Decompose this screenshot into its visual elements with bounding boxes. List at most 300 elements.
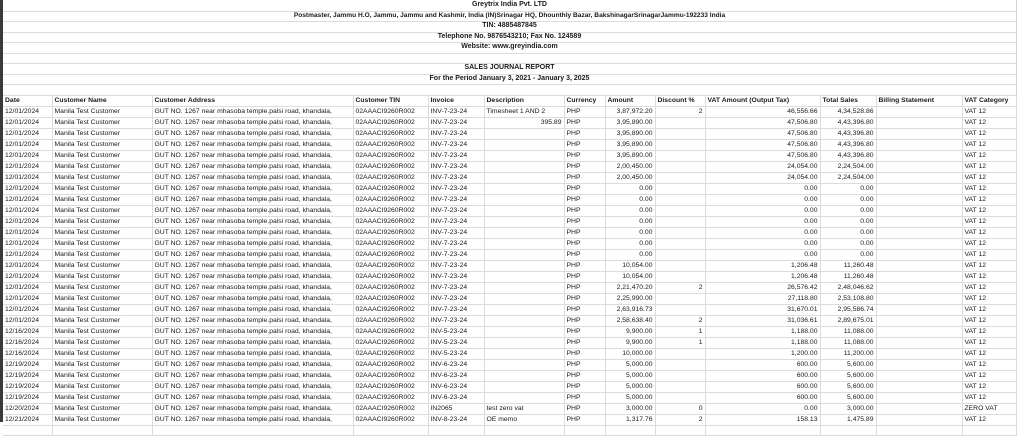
cell-description[interactable] [484,260,564,271]
cell-currency[interactable]: PHP [564,238,605,249]
cell-amount[interactable]: 3,87,972.20 [605,106,655,117]
cell-billing-statement[interactable] [876,260,962,271]
cell-description[interactable]: test zero vat [484,403,564,414]
empty-cell[interactable] [52,425,152,436]
cell-customer-name[interactable]: Manila Test Customer [52,315,152,326]
cell-total-sales[interactable]: 0.00 [820,183,876,194]
cell-customer-name[interactable]: Manila Test Customer [52,326,152,337]
cell-vat-amount[interactable]: 600.00 [705,392,820,403]
cell-vat-category[interactable]: VAT 12 [962,183,1016,194]
cell-invoice[interactable]: INV-7-23-24 [428,183,484,194]
cell-vat-amount[interactable]: 24,054.00 [705,172,820,183]
cell-billing-statement[interactable] [876,216,962,227]
cell-date[interactable]: 12/01/2024 [3,128,52,139]
cell-invoice[interactable]: INV-7-23-24 [428,117,484,128]
cell-amount[interactable]: 3,95,890.00 [605,117,655,128]
cell-customer-address[interactable]: GUT NO. 1267 near mhasoba temple.palsi road, khandala, [152,194,353,205]
cell-amount[interactable]: 2,63,916.73 [605,304,655,315]
cell-invoice[interactable]: INV-5-23-24 [428,337,484,348]
cell-invoice[interactable]: INV-6-23-24 [428,359,484,370]
cell-discount[interactable] [655,238,705,249]
cell-customer-name[interactable]: Manila Test Customer [52,205,152,216]
cell-date[interactable]: 12/01/2024 [3,194,52,205]
cell-invoice[interactable]: INV-7-23-24 [428,227,484,238]
cell-currency[interactable]: PHP [564,392,605,403]
cell-discount[interactable] [655,117,705,128]
cell-vat-category[interactable]: VAT 12 [962,359,1016,370]
cell-discount[interactable] [655,271,705,282]
cell-amount[interactable]: 3,000.00 [605,403,655,414]
cell-amount[interactable]: 2,00,450.00 [605,161,655,172]
cell-customer-address[interactable]: GUT NO. 1267 near mhasoba temple.palsi road, khandala, [152,381,353,392]
cell-description[interactable] [484,183,564,194]
cell-total-sales[interactable]: 0.00 [820,227,876,238]
cell-amount[interactable]: 0.00 [605,238,655,249]
cell-date[interactable]: 12/01/2024 [3,227,52,238]
cell-description[interactable] [484,150,564,161]
cell-discount[interactable] [655,359,705,370]
cell-invoice[interactable]: INV-7-23-24 [428,128,484,139]
cell-customer-address[interactable]: GUT NO. 1267 near mhasoba temple.palsi road, khandala, [152,293,353,304]
cell-invoice[interactable]: INV-7-23-24 [428,172,484,183]
cell-billing-statement[interactable] [876,194,962,205]
cell-billing-statement[interactable] [876,282,962,293]
cell-discount[interactable] [655,172,705,183]
cell-vat-category[interactable]: VAT 12 [962,227,1016,238]
cell-description[interactable] [484,392,564,403]
cell-billing-statement[interactable] [876,348,962,359]
cell-customer-name[interactable]: Manila Test Customer [52,359,152,370]
cell-billing-statement[interactable] [876,359,962,370]
cell-amount[interactable]: 0.00 [605,216,655,227]
cell-discount[interactable]: 0 [655,403,705,414]
cell-invoice[interactable]: INV-7-23-24 [428,271,484,282]
cell-date[interactable]: 12/01/2024 [3,216,52,227]
column-header-customer-address[interactable]: Customer Address [152,96,353,107]
cell-discount[interactable] [655,183,705,194]
empty-cell[interactable] [152,425,353,436]
cell-vat-category[interactable]: VAT 12 [962,249,1016,260]
cell-vat-amount[interactable]: 600.00 [705,370,820,381]
cell-vat-category[interactable]: VAT 12 [962,326,1016,337]
empty-cell[interactable] [820,425,876,436]
cell-invoice[interactable]: INV-7-23-24 [428,293,484,304]
cell-date[interactable]: 12/01/2024 [3,183,52,194]
cell-customer-name[interactable]: Manila Test Customer [52,381,152,392]
cell-customer-tin[interactable]: 02AAACI9260R002 [353,414,428,425]
cell-amount[interactable]: 0.00 [605,194,655,205]
cell-date[interactable]: 12/01/2024 [3,238,52,249]
cell-amount[interactable]: 2,25,990.00 [605,293,655,304]
cell-vat-category[interactable]: VAT 12 [962,139,1016,150]
cell-invoice[interactable]: INV-7-23-24 [428,304,484,315]
cell-billing-statement[interactable] [876,381,962,392]
cell-total-sales[interactable]: 4,43,396.80 [820,128,876,139]
cell-customer-address[interactable]: GUT NO. 1267 near mhasoba temple.palsi road, khandala, [152,227,353,238]
cell-vat-amount[interactable]: 31,670.01 [705,304,820,315]
cell-customer-address[interactable]: GUT NO. 1267 near mhasoba temple.palsi road, khandala, [152,161,353,172]
cell-date[interactable]: 12/16/2024 [3,326,52,337]
cell-customer-tin[interactable]: 02AAACI9260R002 [353,315,428,326]
cell-customer-name[interactable]: Manila Test Customer [52,194,152,205]
cell-customer-address[interactable]: GUT NO. 1267 near mhasoba temple.palsi road, khandala, [152,348,353,359]
cell-description[interactable] [484,194,564,205]
cell-invoice[interactable]: INV-7-23-24 [428,106,484,117]
cell-discount[interactable] [655,348,705,359]
cell-discount[interactable] [655,370,705,381]
empty-cell[interactable] [705,425,820,436]
cell-vat-category[interactable]: VAT 12 [962,238,1016,249]
cell-date[interactable]: 12/01/2024 [3,249,52,260]
cell-customer-address[interactable]: GUT NO. 1267 near mhasoba temple.palsi road, khandala, [152,117,353,128]
cell-vat-category[interactable]: VAT 12 [962,348,1016,359]
cell-customer-tin[interactable]: 02AAACI9260R002 [353,381,428,392]
cell-amount[interactable]: 3,95,890.00 [605,139,655,150]
empty-cell[interactable] [353,425,428,436]
empty-cell[interactable] [3,425,52,436]
cell-vat-category[interactable]: VAT 12 [962,106,1016,117]
cell-billing-statement[interactable] [876,370,962,381]
cell-invoice[interactable]: INV-6-23-24 [428,381,484,392]
cell-billing-statement[interactable] [876,128,962,139]
cell-date[interactable]: 12/19/2024 [3,392,52,403]
cell-total-sales[interactable]: 4,43,396.80 [820,117,876,128]
cell-discount[interactable]: 2 [655,282,705,293]
cell-customer-address[interactable]: GUT NO. 1267 near mhasoba temple.palsi road, khandala, [152,271,353,282]
cell-date[interactable]: 12/01/2024 [3,315,52,326]
cell-description[interactable] [484,381,564,392]
cell-date[interactable]: 12/19/2024 [3,359,52,370]
cell-billing-statement[interactable] [876,117,962,128]
cell-date[interactable]: 12/01/2024 [3,260,52,271]
cell-description[interactable] [484,337,564,348]
cell-customer-name[interactable]: Manila Test Customer [52,238,152,249]
cell-customer-tin[interactable]: 02AAACI9260R002 [353,216,428,227]
cell-customer-address[interactable]: GUT NO. 1267 near mhasoba temple.palsi road, khandala, [152,282,353,293]
cell-date[interactable]: 12/16/2024 [3,337,52,348]
cell-billing-statement[interactable] [876,205,962,216]
cell-vat-amount[interactable]: 0.00 [705,183,820,194]
cell-description[interactable] [484,282,564,293]
cell-billing-statement[interactable] [876,403,962,414]
cell-currency[interactable]: PHP [564,359,605,370]
column-header-description[interactable]: Description [484,96,564,107]
empty-cell[interactable] [605,425,655,436]
cell-currency[interactable]: PHP [564,139,605,150]
cell-vat-amount[interactable]: 31,036.61 [705,315,820,326]
cell-currency[interactable]: PHP [564,337,605,348]
cell-amount[interactable]: 5,000.00 [605,381,655,392]
cell-customer-address[interactable]: GUT NO. 1267 near mhasoba temple.palsi road, khandala, [152,414,353,425]
cell-currency[interactable]: PHP [564,161,605,172]
cell-customer-name[interactable]: Manila Test Customer [52,249,152,260]
empty-cell[interactable] [428,425,484,436]
cell-total-sales[interactable]: 5,600.00 [820,370,876,381]
cell-currency[interactable]: PHP [564,172,605,183]
cell-vat-amount[interactable]: 0.00 [705,227,820,238]
cell-currency[interactable]: PHP [564,249,605,260]
cell-vat-category[interactable]: VAT 12 [962,161,1016,172]
cell-discount[interactable]: 2 [655,315,705,326]
cell-date[interactable]: 12/01/2024 [3,139,52,150]
cell-amount[interactable]: 10,054.00 [605,271,655,282]
cell-vat-amount[interactable]: 1,200.00 [705,348,820,359]
cell-customer-name[interactable]: Manila Test Customer [52,106,152,117]
cell-vat-amount[interactable]: 1,188.00 [705,326,820,337]
cell-date[interactable]: 12/01/2024 [3,117,52,128]
cell-currency[interactable]: PHP [564,381,605,392]
cell-vat-amount[interactable]: 27,118.80 [705,293,820,304]
cell-description[interactable] [484,205,564,216]
cell-customer-name[interactable]: Manila Test Customer [52,172,152,183]
cell-total-sales[interactable]: 1,475.89 [820,414,876,425]
cell-amount[interactable]: 2,58,638.40 [605,315,655,326]
cell-customer-tin[interactable]: 02AAACI9260R002 [353,326,428,337]
cell-invoice[interactable]: IN2065 [428,403,484,414]
cell-description[interactable] [484,304,564,315]
cell-vat-amount[interactable]: 24,054.00 [705,161,820,172]
cell-customer-tin[interactable]: 02AAACI9260R002 [353,392,428,403]
cell-invoice[interactable]: INV-7-23-24 [428,194,484,205]
cell-customer-tin[interactable]: 02AAACI9260R002 [353,271,428,282]
cell-date[interactable]: 12/20/2024 [3,403,52,414]
cell-amount[interactable]: 10,054.00 [605,260,655,271]
column-header-date[interactable]: Date [3,96,52,107]
cell-vat-amount[interactable]: 158.13 [705,414,820,425]
cell-customer-tin[interactable]: 02AAACI9260R002 [353,139,428,150]
cell-invoice[interactable]: INV-7-23-24 [428,150,484,161]
cell-total-sales[interactable]: 2,95,586.74 [820,304,876,315]
cell-customer-address[interactable]: GUT NO. 1267 near mhasoba temple.palsi road, khandala, [152,172,353,183]
cell-billing-statement[interactable] [876,106,962,117]
cell-vat-category[interactable]: VAT 12 [962,381,1016,392]
cell-customer-address[interactable]: GUT NO. 1267 near mhasoba temple.palsi road, khandala, [152,238,353,249]
cell-customer-tin[interactable]: 02AAACI9260R002 [353,249,428,260]
cell-billing-statement[interactable] [876,414,962,425]
cell-description[interactable]: OE memo [484,414,564,425]
column-header-amount[interactable]: Amount [605,96,655,107]
cell-date[interactable]: 12/19/2024 [3,381,52,392]
cell-vat-amount[interactable]: 0.00 [705,194,820,205]
cell-total-sales[interactable]: 2,48,046.62 [820,282,876,293]
cell-description[interactable] [484,348,564,359]
cell-date[interactable]: 12/01/2024 [3,304,52,315]
cell-customer-address[interactable]: GUT NO. 1267 near mhasoba temple.palsi road, khandala, [152,260,353,271]
cell-total-sales[interactable]: 11,260.48 [820,271,876,282]
cell-description[interactable] [484,293,564,304]
cell-customer-address[interactable]: GUT NO. 1267 near mhasoba temple.palsi road, khandala, [152,337,353,348]
cell-customer-tin[interactable]: 02AAACI9260R002 [353,117,428,128]
cell-discount[interactable] [655,381,705,392]
cell-vat-category[interactable]: VAT 12 [962,370,1016,381]
cell-discount[interactable] [655,161,705,172]
cell-vat-amount[interactable]: 1,206.48 [705,271,820,282]
cell-invoice[interactable]: INV-7-23-24 [428,139,484,150]
cell-vat-category[interactable]: ZERO VAT [962,403,1016,414]
cell-discount[interactable] [655,150,705,161]
cell-customer-name[interactable]: Manila Test Customer [52,271,152,282]
cell-customer-address[interactable]: GUT NO. 1267 near mhasoba temple.palsi road, khandala, [152,392,353,403]
cell-vat-category[interactable]: VAT 12 [962,194,1016,205]
cell-amount[interactable]: 9,900.00 [605,326,655,337]
column-header-billing-statement[interactable]: Billing Statement [876,96,962,107]
cell-billing-statement[interactable] [876,238,962,249]
cell-total-sales[interactable]: 2,89,675.01 [820,315,876,326]
cell-description[interactable] [484,271,564,282]
cell-total-sales[interactable]: 11,260.48 [820,260,876,271]
cell-vat-category[interactable]: VAT 12 [962,293,1016,304]
column-header-vat-amount[interactable]: VAT Amount (Output Tax) [705,96,820,107]
cell-amount[interactable]: 5,000.00 [605,370,655,381]
cell-total-sales[interactable]: 11,088.00 [820,337,876,348]
cell-currency[interactable]: PHP [564,348,605,359]
cell-currency[interactable]: PHP [564,370,605,381]
cell-amount[interactable]: 0.00 [605,183,655,194]
cell-description[interactable] [484,238,564,249]
cell-date[interactable]: 12/01/2024 [3,282,52,293]
cell-vat-amount[interactable]: 26,576.42 [705,282,820,293]
cell-customer-tin[interactable]: 02AAACI9260R002 [353,150,428,161]
cell-amount[interactable]: 3,95,890.00 [605,128,655,139]
cell-total-sales[interactable]: 2,24,504.00 [820,161,876,172]
cell-customer-tin[interactable]: 02AAACI9260R002 [353,128,428,139]
cell-amount[interactable]: 0.00 [605,227,655,238]
cell-currency[interactable]: PHP [564,183,605,194]
cell-customer-tin[interactable]: 02AAACI9260R002 [353,238,428,249]
cell-amount[interactable]: 1,317.76 [605,414,655,425]
cell-vat-category[interactable]: VAT 12 [962,392,1016,403]
cell-date[interactable]: 12/19/2024 [3,370,52,381]
cell-vat-amount[interactable]: 0.00 [705,403,820,414]
cell-customer-tin[interactable]: 02AAACI9260R002 [353,260,428,271]
cell-customer-tin[interactable]: 02AAACI9260R002 [353,403,428,414]
cell-amount[interactable]: 5,000.00 [605,392,655,403]
cell-date[interactable]: 12/21/2024 [3,414,52,425]
cell-vat-amount[interactable]: 600.00 [705,381,820,392]
cell-total-sales[interactable]: 0.00 [820,216,876,227]
cell-vat-amount[interactable]: 0.00 [705,249,820,260]
cell-customer-address[interactable]: GUT NO. 1267 near mhasoba temple.palsi road, khandala, [152,370,353,381]
cell-billing-statement[interactable] [876,271,962,282]
cell-description[interactable] [484,370,564,381]
cell-vat-category[interactable]: VAT 12 [962,172,1016,183]
cell-billing-statement[interactable] [876,304,962,315]
cell-total-sales[interactable]: 0.00 [820,249,876,260]
cell-description[interactable] [484,315,564,326]
cell-customer-address[interactable]: GUT NO. 1267 near mhasoba temple.palsi road, khandala, [152,150,353,161]
empty-cell[interactable] [655,425,705,436]
cell-invoice[interactable]: INV-7-23-24 [428,216,484,227]
cell-amount[interactable]: 2,00,450.00 [605,172,655,183]
cell-currency[interactable]: PHP [564,403,605,414]
cell-description[interactable] [484,128,564,139]
cell-currency[interactable]: PHP [564,282,605,293]
cell-customer-address[interactable]: GUT NO. 1267 near mhasoba temple.palsi road, khandala, [152,216,353,227]
cell-currency[interactable]: PHP [564,227,605,238]
cell-customer-tin[interactable]: 02AAACI9260R002 [353,370,428,381]
cell-invoice[interactable]: INV-8-23-24 [428,414,484,425]
cell-total-sales[interactable]: 0.00 [820,238,876,249]
cell-vat-category[interactable]: VAT 12 [962,150,1016,161]
cell-total-sales[interactable]: 4,34,528.86 [820,106,876,117]
cell-currency[interactable]: PHP [564,326,605,337]
cell-customer-address[interactable]: GUT NO. 1267 near mhasoba temple.palsi road, khandala, [152,359,353,370]
cell-discount[interactable] [655,139,705,150]
cell-description[interactable] [484,161,564,172]
cell-vat-amount[interactable]: 46,556.66 [705,106,820,117]
column-header-customer-name[interactable]: Customer Name [52,96,152,107]
cell-vat-amount[interactable]: 47,506.80 [705,139,820,150]
cell-customer-address[interactable]: GUT NO. 1267 near mhasoba temple.palsi road, khandala, [152,106,353,117]
cell-billing-statement[interactable] [876,139,962,150]
column-header-customer-tin[interactable]: Customer TIN [353,96,428,107]
cell-total-sales[interactable]: 3,000.00 [820,403,876,414]
cell-billing-statement[interactable] [876,392,962,403]
cell-date[interactable]: 12/01/2024 [3,293,52,304]
cell-vat-amount[interactable]: 600.00 [705,359,820,370]
cell-description[interactable] [484,139,564,150]
cell-invoice[interactable]: INV-5-23-24 [428,326,484,337]
cell-currency[interactable]: PHP [564,106,605,117]
cell-total-sales[interactable]: 4,43,396.80 [820,139,876,150]
cell-amount[interactable]: 3,95,890.00 [605,150,655,161]
cell-discount[interactable] [655,260,705,271]
cell-invoice[interactable]: INV-5-23-24 [428,348,484,359]
cell-vat-amount[interactable]: 0.00 [705,238,820,249]
cell-billing-statement[interactable] [876,227,962,238]
cell-total-sales[interactable]: 0.00 [820,205,876,216]
cell-customer-tin[interactable]: 02AAACI9260R002 [353,183,428,194]
cell-customer-name[interactable]: Manila Test Customer [52,227,152,238]
cell-description[interactable] [484,227,564,238]
cell-total-sales[interactable]: 0.00 [820,194,876,205]
cell-description[interactable] [484,216,564,227]
cell-customer-tin[interactable]: 02AAACI9260R002 [353,106,428,117]
cell-invoice[interactable]: INV-6-23-24 [428,370,484,381]
cell-vat-amount[interactable]: 0.00 [705,205,820,216]
cell-amount[interactable]: 5,000.00 [605,359,655,370]
cell-billing-statement[interactable] [876,183,962,194]
cell-billing-statement[interactable] [876,337,962,348]
cell-description[interactable] [484,249,564,260]
cell-total-sales[interactable]: 11,200.00 [820,348,876,359]
cell-discount[interactable] [655,293,705,304]
cell-discount[interactable]: 1 [655,337,705,348]
empty-cell[interactable] [484,425,564,436]
cell-vat-amount[interactable]: 47,506.80 [705,128,820,139]
cell-customer-tin[interactable]: 02AAACI9260R002 [353,337,428,348]
cell-customer-name[interactable]: Manila Test Customer [52,260,152,271]
cell-customer-tin[interactable]: 02AAACI9260R002 [353,194,428,205]
cell-billing-statement[interactable] [876,150,962,161]
empty-cell[interactable] [962,425,1016,436]
cell-description[interactable] [484,172,564,183]
cell-customer-address[interactable]: GUT NO. 1267 near mhasoba temple.palsi road, khandala, [152,205,353,216]
cell-total-sales[interactable]: 2,53,108.80 [820,293,876,304]
cell-currency[interactable]: PHP [564,260,605,271]
cell-total-sales[interactable]: 5,600.00 [820,392,876,403]
cell-discount[interactable] [655,205,705,216]
cell-discount[interactable] [655,304,705,315]
cell-invoice[interactable]: INV-7-23-24 [428,238,484,249]
cell-discount[interactable] [655,249,705,260]
cell-customer-name[interactable]: Manila Test Customer [52,161,152,172]
cell-customer-tin[interactable]: 02AAACI9260R002 [353,293,428,304]
cell-vat-amount[interactable]: 1,188.00 [705,337,820,348]
cell-vat-category[interactable]: VAT 12 [962,337,1016,348]
cell-customer-name[interactable]: Manila Test Customer [52,348,152,359]
cell-amount[interactable]: 2,21,470.20 [605,282,655,293]
